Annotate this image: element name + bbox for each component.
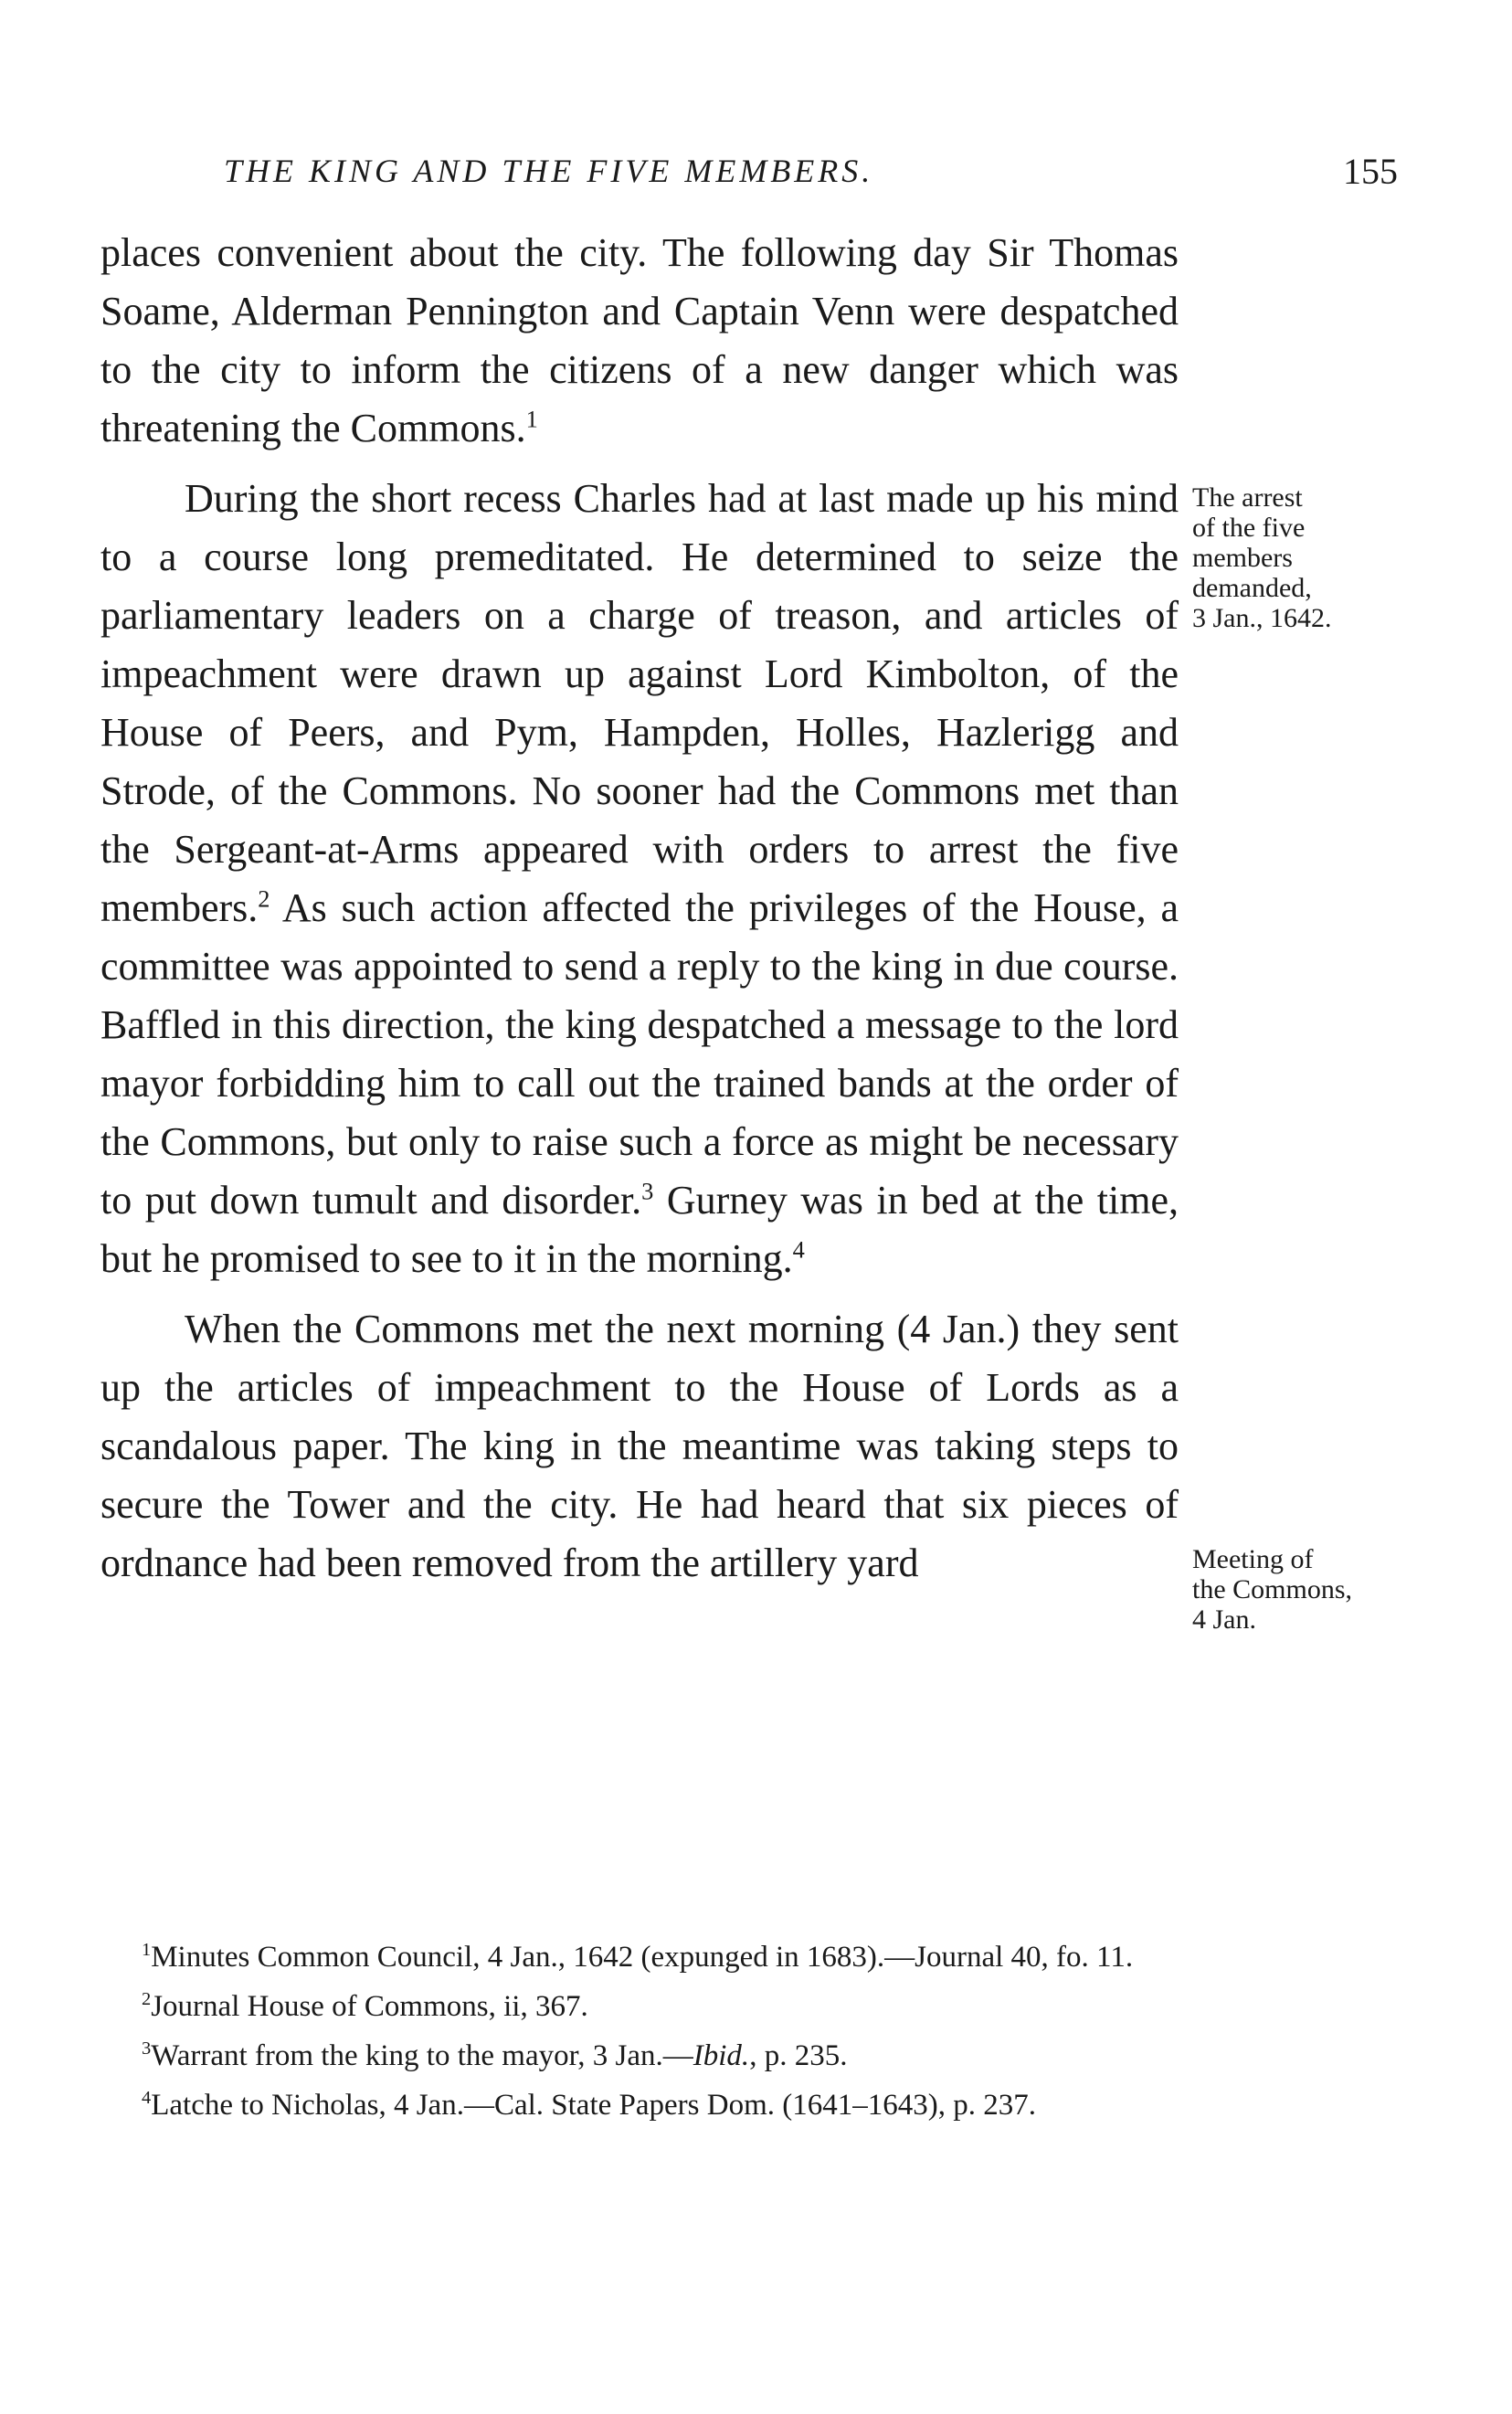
footnote-3-text-b: , p. 235. [749, 2039, 848, 2072]
footnote-4 [100, 2085, 1179, 2125]
footnotes [100, 1937, 1179, 2134]
running-head [100, 146, 1398, 201]
footnote-3 [100, 2036, 1179, 2076]
sidenote-arrest-line-4: demanded, [1192, 573, 1312, 603]
sidenote-arrest-line-5: 3 Jan., 1642. [1192, 603, 1332, 633]
footnote-ref-2: 2 [258, 884, 270, 913]
sidenote-arrest-line-2: of the five [1192, 513, 1306, 543]
footnote-4-mark: 4 [142, 2088, 152, 2108]
paragraph-2-text-a: During the short recess Charles had at last made up his mind to a course long premeditated. He determined to seize the parliamentary leaders on a charge of treason, and articles of impeachment were drawn up against Lord Kimbolton, of the House of Peers, and Pym, Hampden, Holles, Hazlerigg and Strode, of the Commons. No sooner had the Commons met than the Sergeant-at-Arms appeared with orders to arrest the five members. [100, 476, 1179, 930]
sidenote-meeting-line-3: 4 Jan. [1192, 1604, 1256, 1635]
paragraph-2-text-b: As such action affected the privileges of the House, a committee was appointed to send a reply to the king in due course. Baffled in this direction, the king despatched a message to the lord mayor forbidding him to call out the trained bands at the order of the Commons, but only to raise such a force as might be necessary to put down tumult and disorder. [100, 885, 1179, 1223]
sidenote-meeting-line-2: the Commons, [1192, 1574, 1353, 1604]
footnote-3-mark: 3 [142, 2038, 152, 2059]
paragraph-2-text-c: Gurney was in bed at the time, but he promised to see to it in the morning. [100, 1178, 1179, 1281]
footnote-4-text: Latche to Nicholas, 4 Jan.—Cal. State Papers Dom. (1641–1643), p. 237. [151, 2089, 1036, 2122]
footnote-1-text: Minutes Common Council, 4 Jan., 1642 (expunged in 1683).—Journal 40, fo. 11. [151, 1941, 1134, 1974]
page-number: 155 [1343, 151, 1398, 192]
sidenote-arrest-line-1: The arrest [1192, 482, 1303, 513]
footnote-ref-1: 1 [525, 405, 538, 433]
footnote-1-mark: 1 [142, 1940, 152, 1960]
footnote-2-mark: 2 [142, 1989, 152, 2009]
paragraph-3-text: When the Commons met the next morning (4 Jan.) they sent up the articles of impeachment to the House of Lords as a scandalous paper. The king in the meantime was taking steps to secure the Tower and the city. He had heard that six pieces of ordnance had been removed from the artillery yard [100, 1307, 1179, 1585]
footnote-ref-4: 4 [792, 1235, 805, 1264]
sidenote-meeting-line-1: Meeting of [1192, 1544, 1314, 1574]
paragraph-1 [100, 224, 1179, 458]
body-text [100, 224, 1179, 1593]
paragraph-1-text: places convenient about the city. The following day Sir Thomas Soame, Alderman Pennington and Captain Venn were despatched to the city to inform the citizens of a new danger which was threatening the Commons. [100, 230, 1179, 450]
paragraph-2 [100, 470, 1179, 1288]
sidenote-meeting [1192, 1544, 1421, 1635]
sidenote-arrest [1192, 482, 1421, 633]
sidenote-arrest-line-3: members [1192, 543, 1293, 573]
footnote-3-text-a: Warrant from the king to the mayor, 3 Jan.— [151, 2039, 693, 2072]
footnote-1 [100, 1937, 1179, 1977]
footnote-ref-3: 3 [641, 1177, 654, 1205]
footnote-2-text: Journal House of Commons, ii, 367. [151, 1990, 588, 2023]
running-title: THE KING AND THE FIVE MEMBERS. [224, 153, 874, 189]
footnote-2 [100, 1986, 1179, 2027]
paragraph-3 [100, 1300, 1179, 1593]
footnote-3-ibid: Ibid. [693, 2039, 750, 2072]
